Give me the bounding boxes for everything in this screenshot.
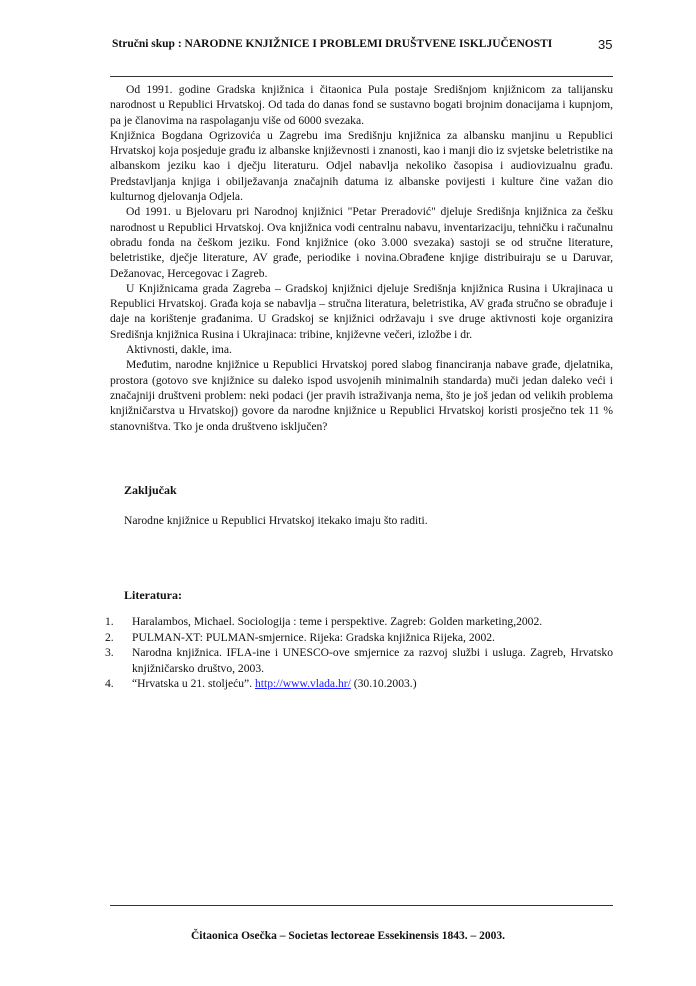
literature-item: [105, 645, 613, 676]
conclusion-text: Narodne knjižnice u Republici Hrvatskoj itekako imaju što raditi.: [124, 514, 428, 527]
paragraph-bjelovar: Od 1991. u Bjelovaru pri Narodnoj knjižnici "Petar Preradović" djeluje Središnja knjižnica za češku narodnost u Republici Hrvatskoj. Ova knjižnica vodi centralnu nabavu, inventarizaciju, tehničku i računalnu obradu fonda na češkom jeziku. Fond knjižnice (oko 3.000 svezaka) sastoji se od stručne literature, beletristike, dječje literature, AV građe, periodike i novina.Obrađene knjige distribuiraju se u Daruvar, Dežanovac, Hercegovac i Zagreb.: [110, 205, 613, 280]
literature-item-text: Narodna knjižnica. IFLA-ine i UNESCO-ove smjernice za razvoj službi i usluga. Zagreb, Hrvatsko knjižničarsko društvo, 2003.: [132, 646, 613, 675]
literature-item-number: 1.: [105, 615, 114, 628]
literature-item-number: 3.: [105, 646, 114, 660]
page-number: 35: [598, 37, 613, 52]
body-text: [110, 82, 613, 434]
literature-item: [105, 630, 613, 646]
footer-divider: [110, 905, 613, 906]
literature-list: [105, 614, 613, 692]
page-header: [0, 38, 696, 58]
paragraph-aktivnosti: Aktivnosti, dakle, ima.: [126, 343, 232, 357]
paragraph-pula: Od 1991. godine Gradska knjižnica i čitaonica Pula postaje Središnjom knjižnicom za talijansku narodnost u Republici Hrvatskoj. Od tada do danas fond se sustavno bogati brojnim donacijama i kupnjom, pa je članovima na raspolaganju više od 6000 svezaka.: [110, 83, 613, 127]
literature-heading: Literatura:: [124, 588, 182, 602]
literature-item-number: 2.: [105, 630, 114, 644]
conclusion-heading: Zaključak: [124, 483, 177, 497]
paragraph-zagreb-albanian: Knjižnica Bogdana Ogrizovića u Zagrebu ima Središnju knjižnica za albansku manjinu u Republici Hrvatskoj koja posjeduje građu iz albanske književnosti i znanosti, kao i manji dio iz svjetske beletristike na albanskom jeziku kao i dječju literaturu. Odjel nabavlja nekoliko časopisa i audiovizualnu građu. Predstavljanja knjiga i obilježavanja značajnih datuma iz albanske povijesti i kulture čine važan dio kulturnog djelovanja Odjela.: [110, 128, 613, 204]
literature-item-number: 4.: [105, 677, 114, 691]
paragraph-medjutim: Međutim, narodne knjižnice u Republici Hrvatskoj pored slabog financiranja nabave građe, djelatnika, prostora (gotovo sve knjižnice su daleko ispod usvojenih minimalnih standarda) muči jedan daleko veći i značajniji društveni problem: neki podaci (jer pravih istraživanja nema, što je još jedan od velikih problema knjižničarstva u Hrvatskoj) govore da narodne knjižnice u Republici Hrvatskoj koristi prosječno tek 11 % stanovništva. Tko je onda društveno isključen?: [110, 358, 613, 433]
header-title: Stručni skup : NARODNE KNJIŽNICE I PROBLEMI DRUŠTVENE ISKLJUČENOSTI: [112, 38, 553, 50]
literature-item: [105, 676, 613, 692]
literature-item-text-before: “Hrvatska u 21. stoljeću”.: [132, 677, 255, 691]
vlada-link[interactable]: http://www.vlada.hr/: [255, 677, 351, 691]
paragraph-rusini-ukrajinci: U Knjižnicama grada Zagreba – Gradskoj knjižnici djeluje Središnja knjižnica Rusina i Ukrajinaca u Republici Hrvatskoj. Građa koja se nabavlja – stručna literatura, beletristika, AV građa stručno se obrađuje i daje na korištenje građanima. U Gradskoj se knjižnici održavaju i sve druge aktivnosti koje organizira Središnja knjižnica Rusina i Ukrajinaca: tribine, književne večeri, izložbe i dr.: [110, 281, 613, 341]
literature-item-text-after: (30.10.2003.): [350, 677, 417, 691]
header-divider: [110, 76, 613, 77]
page-footer: Čitaonica Osečka – Societas lectoreae Essekinensis 1843. – 2003.: [190, 930, 506, 942]
literature-item-text: PULMAN-XT: PULMAN-smjernice. Rijeka: Gradska knjižnica Rijeka, 2002.: [132, 630, 495, 644]
literature-item: [105, 614, 613, 630]
literature-item-text: Haralambos, Michael. Sociologija : teme i perspektive. Zagreb: Golden marketing,2002.: [132, 615, 543, 628]
